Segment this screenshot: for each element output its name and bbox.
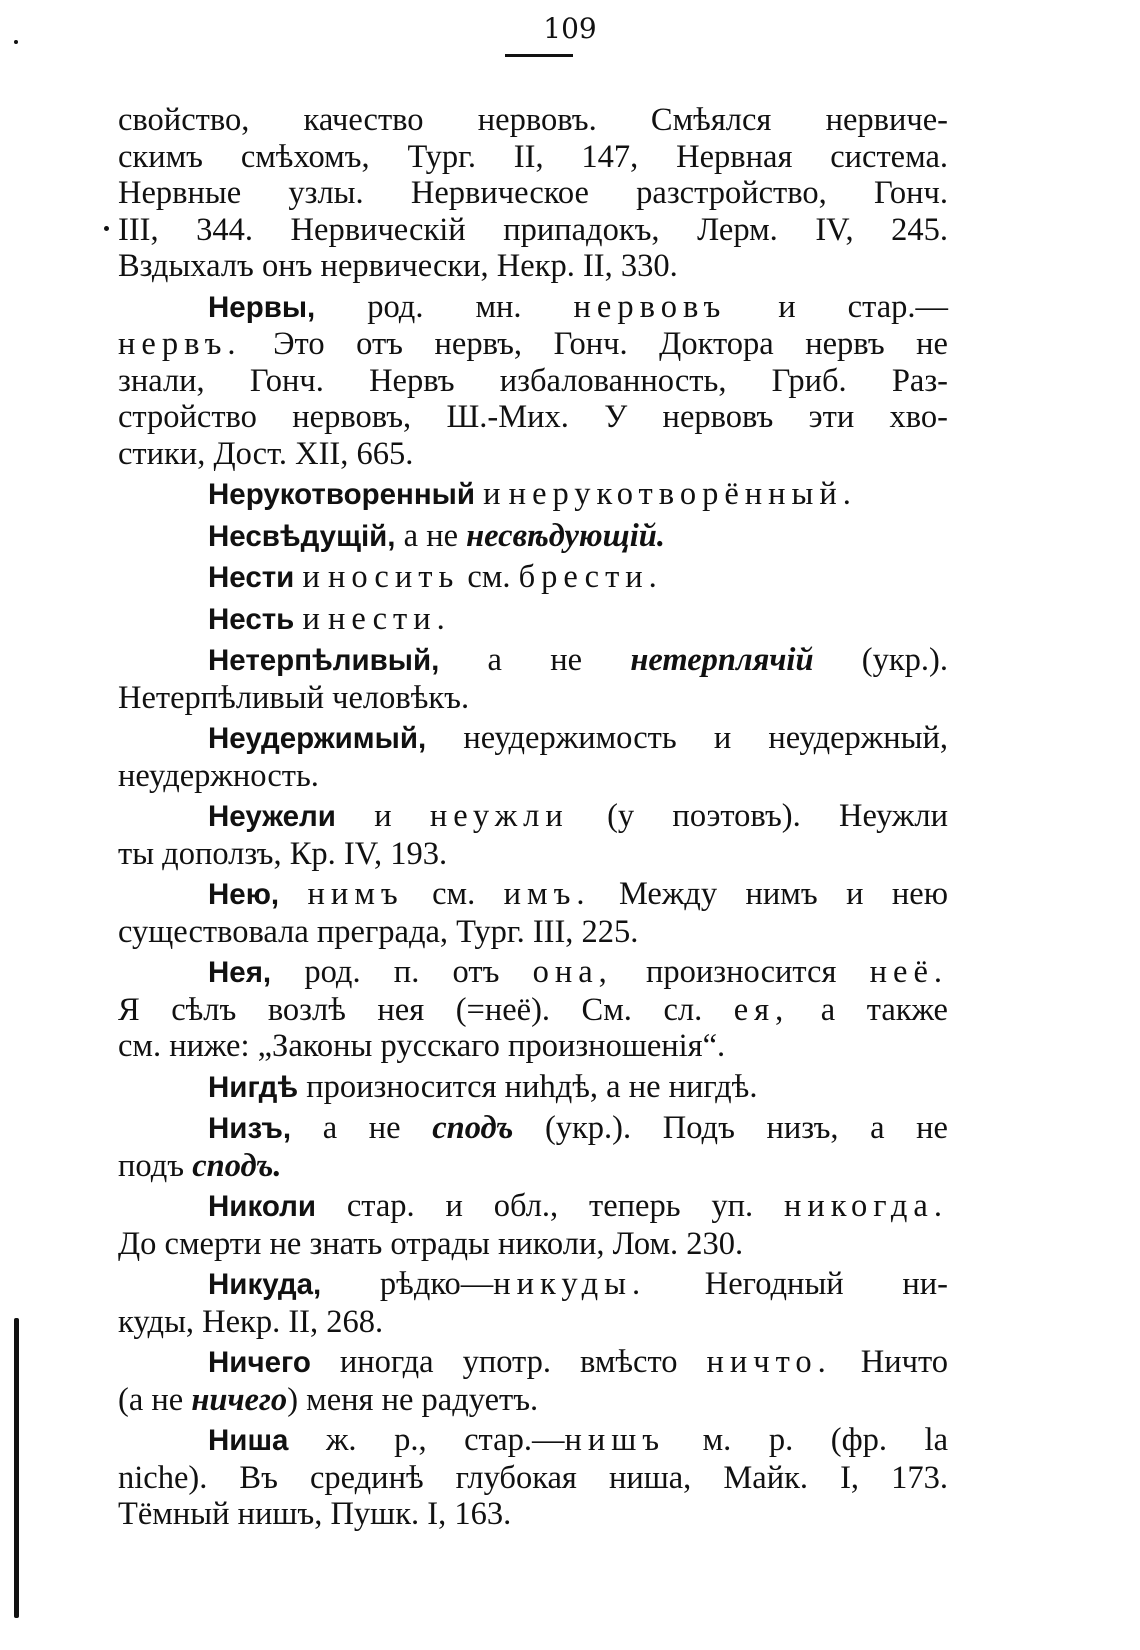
text-line <box>118 1226 948 1263</box>
headword: Нервы, <box>208 290 316 324</box>
text-line <box>118 1069 948 1107</box>
text-run: Негодный ни- <box>646 1266 948 1302</box>
headword: Неудержимый, <box>208 722 427 755</box>
text-line <box>118 992 948 1029</box>
italic-word: сподъ. <box>192 1147 282 1184</box>
text-run: ж. р., стар.— <box>288 1422 565 1458</box>
text-run: (укр.). <box>813 642 948 678</box>
page-number: 109 <box>543 12 597 45</box>
text-line <box>118 212 948 249</box>
text-run: рѣдко— <box>321 1266 494 1302</box>
text-run: а также <box>789 991 948 1028</box>
text-run: До смерти не знать отрады николи, Лом. 230. <box>118 1225 744 1262</box>
text-line <box>118 139 948 176</box>
spaced-word: нервъ. <box>118 326 242 362</box>
spaced-word: никуды. <box>493 1266 647 1302</box>
print-speck <box>14 40 18 44</box>
text-run: Ничто <box>831 1344 948 1380</box>
text-line <box>118 601 948 639</box>
text-line <box>118 175 948 212</box>
text-run: знали, Гонч. Нервъ избалованность, Гриб. Раз- <box>118 362 948 399</box>
text-run: Вздыхалъ онъ нервически, Некр. II, 330. <box>118 248 678 284</box>
text-run: существовала преграда, Тург. III, 225. <box>118 913 639 950</box>
dictionary-entry <box>118 798 948 872</box>
spaced-word: нишъ <box>564 1422 666 1458</box>
spaced-word: неужли <box>429 798 569 834</box>
text-run: а не <box>395 517 467 554</box>
text-line <box>118 758 948 795</box>
dictionary-entry <box>118 954 948 1065</box>
headword: Низъ, <box>208 1112 292 1145</box>
headword: Нетерпѣливый, <box>208 644 440 677</box>
text-line <box>118 436 948 473</box>
spaced-word: имъ. <box>503 876 591 912</box>
dictionary-entry <box>118 876 948 950</box>
dictionary-entry <box>118 518 948 556</box>
text-run: Нетерпѣливый человѣкъ. <box>118 679 470 716</box>
text-run: Между нимъ и нею <box>590 876 948 912</box>
text-line <box>118 1304 948 1341</box>
dictionary-entry <box>118 476 948 514</box>
dictionary-entry <box>118 1422 948 1533</box>
text-line <box>118 1460 948 1497</box>
spaced-word: ничто. <box>706 1344 832 1380</box>
text-line <box>118 642 948 680</box>
text-run: см. <box>403 876 504 912</box>
text-line <box>118 476 948 514</box>
headword: Николи <box>208 1190 316 1223</box>
text-line <box>118 363 948 400</box>
text-line <box>118 720 948 758</box>
dictionary-entry <box>118 1188 948 1262</box>
text-run: (у поэтовъ). Неужли <box>568 798 948 834</box>
dictionary-entry <box>118 1110 948 1184</box>
text-line <box>118 1188 948 1226</box>
dictionary-entry <box>118 720 948 794</box>
dictionary-entry <box>118 1266 948 1340</box>
text-run: и стар.— <box>726 288 949 325</box>
text-run: род. мн. <box>315 288 574 325</box>
text-run: Я сѣлъ возлѣ нея (=неё). См. сл. <box>118 991 734 1028</box>
text-line <box>118 1266 948 1304</box>
text-run: и <box>335 798 430 834</box>
text-run: Тёмный нишъ, Пушк. I, 163. <box>118 1496 512 1532</box>
text-run: неудержность. <box>118 757 319 794</box>
text-line <box>118 954 948 992</box>
text-line <box>118 1110 948 1148</box>
text-run: а не <box>439 642 631 678</box>
italic-word: ничего <box>191 1381 288 1418</box>
dictionary-entry <box>118 559 948 597</box>
text-run: стики, Дост. XII, 665. <box>118 435 414 472</box>
text-run: м. р. (фр. la <box>665 1422 948 1458</box>
text-line <box>118 248 948 285</box>
text-line <box>118 102 948 139</box>
text-line <box>118 289 948 327</box>
text-line <box>118 1344 948 1382</box>
spaced-word: нервовъ <box>573 288 727 325</box>
dictionary-entry <box>118 1069 948 1107</box>
text-run: неудержимость и неудержный, <box>426 720 948 756</box>
headword: Никуда, <box>208 1268 322 1301</box>
text-run: ) меня не радуетъ. <box>287 1381 539 1418</box>
dictionary-entry <box>118 601 948 639</box>
dictionary-entry <box>118 1344 948 1418</box>
text-run: подъ <box>118 1147 193 1184</box>
headword: Нерукотворенный <box>208 478 476 511</box>
text-run: куды, Некр. II, 268. <box>118 1303 384 1340</box>
text-run: (а не <box>118 1381 192 1418</box>
text-run: род. п. отъ <box>271 954 533 990</box>
text-line <box>118 798 948 836</box>
text-run: иногда употр. вмѣсто <box>310 1344 707 1380</box>
text-run: стар. и обл., теперь уп. <box>315 1188 785 1224</box>
text-run: стройство нервовъ, Ш.-Мих. У нервовъ эти хво- <box>118 399 948 435</box>
spaced-word: носить <box>327 559 460 595</box>
spaced-word: нерукотворённый. <box>508 476 857 512</box>
text-run: скимъ смѣхомъ, Тург. II, 147, Нервная система. <box>118 138 948 175</box>
text-line <box>118 326 948 363</box>
text-line <box>118 836 948 873</box>
text-run: и <box>294 600 328 637</box>
dictionary-entry <box>118 102 948 285</box>
spaced-word: нимъ <box>307 876 404 912</box>
text-line <box>118 876 948 914</box>
text-run: произносится <box>612 954 870 990</box>
text-line <box>118 1496 948 1533</box>
text-line <box>118 399 948 436</box>
italic-word: сподъ <box>432 1110 514 1146</box>
spaced-word: ея, <box>733 991 790 1028</box>
spaced-word: нести. <box>327 600 451 637</box>
spaced-word: неё. <box>869 954 948 990</box>
headword: Нея, <box>208 956 272 989</box>
text-line <box>118 680 948 717</box>
dictionary-text <box>118 102 948 1533</box>
dictionary-entry <box>118 642 948 716</box>
text-run: см. <box>459 559 519 595</box>
headword: Ниша <box>208 1424 289 1457</box>
headword: Ничего <box>208 1346 311 1379</box>
italic-word: нетерплячій <box>630 642 814 678</box>
print-speck <box>104 226 109 231</box>
text-run: Нервные узлы. Нервическое разстройство, Гонч. <box>118 175 948 211</box>
text-run: и <box>475 476 509 512</box>
text-run <box>279 876 307 912</box>
text-run: а не <box>291 1110 433 1146</box>
text-run: см. ниже: „Законы русскаго произношенія“. <box>118 1028 726 1064</box>
text-run: Это отъ нервъ, Гонч. Доктора нервъ не <box>241 326 948 362</box>
text-run: свойство, качество нервовъ. Смѣялся нервиче- <box>118 102 948 138</box>
page-edge-shadow <box>14 1318 19 1618</box>
headword: Нею, <box>208 878 280 911</box>
text-line <box>118 559 948 597</box>
dictionary-entry <box>118 289 948 473</box>
text-run: III, 344. Нервическій припадокъ, Лерм. IV, 245. <box>118 211 948 248</box>
text-run: произносится ниһдѣ, а не нигдѣ. <box>298 1068 758 1105</box>
text-run: и <box>294 559 328 595</box>
headword: Нигдѣ <box>208 1070 299 1104</box>
text-line <box>118 518 948 556</box>
spaced-word: брести. <box>518 559 663 595</box>
spaced-word: никогда. <box>784 1188 948 1224</box>
text-run: ты доползъ, Кр. IV, 193. <box>118 835 448 872</box>
text-line <box>118 914 948 951</box>
text-line <box>118 1028 948 1065</box>
headword: Несть <box>208 602 295 636</box>
text-run: (укр.). Подъ низъ, а не <box>513 1110 948 1146</box>
page-number-rule <box>505 54 573 57</box>
headword: Неужели <box>208 800 336 833</box>
headword: Нести <box>208 561 295 594</box>
text-line <box>118 1382 948 1419</box>
text-run: niche). Въ срединѣ глубокая ниша, Майк. I, 173. <box>118 1459 948 1496</box>
italic-word: несвѣдующій. <box>466 517 665 554</box>
spaced-word: она, <box>532 954 613 990</box>
text-line <box>118 1422 948 1460</box>
headword: Несвѣдущій, <box>208 519 396 553</box>
text-line <box>118 1148 948 1185</box>
